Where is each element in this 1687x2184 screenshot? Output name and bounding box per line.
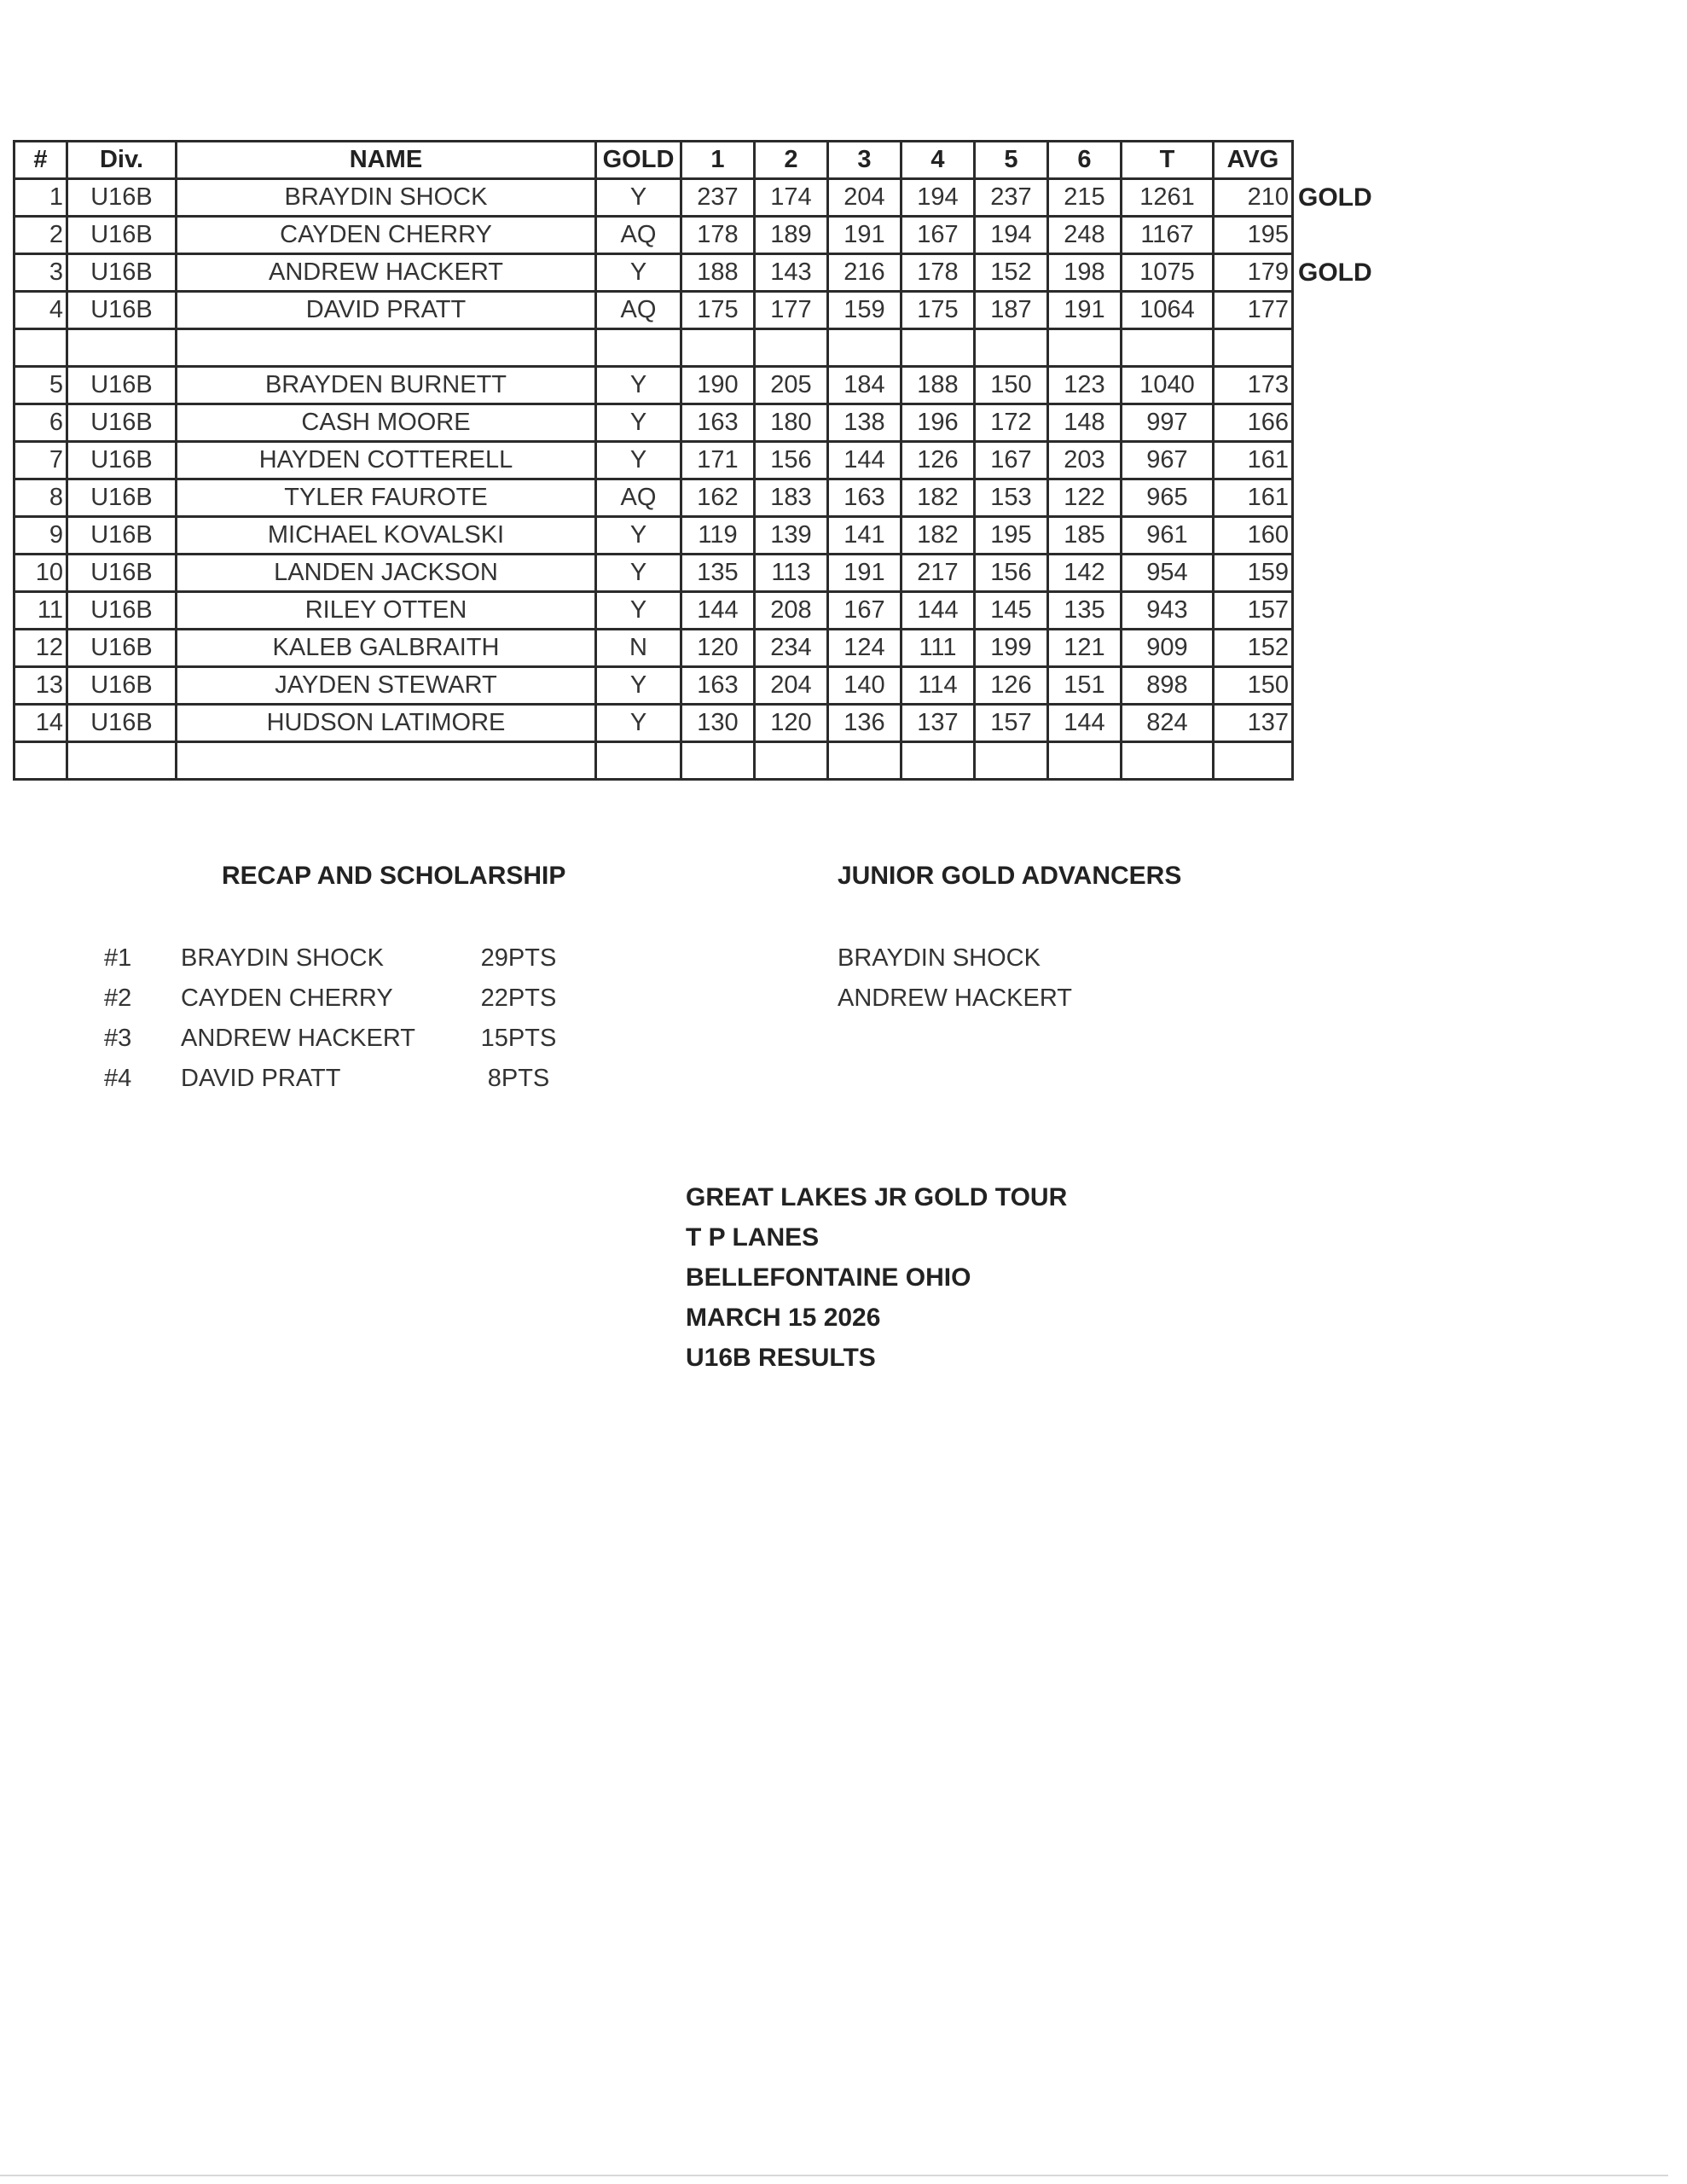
game-6-cell: 198 <box>1048 254 1122 292</box>
division-cell: U16B <box>67 667 177 705</box>
game-5-cell: 187 <box>975 292 1048 329</box>
rank-cell: 2 <box>14 217 67 254</box>
game-4-cell: 126 <box>901 442 975 479</box>
total-cell: 967 <box>1122 442 1214 479</box>
game-1-cell: 162 <box>681 479 755 517</box>
total-cell: 943 <box>1122 592 1214 630</box>
game-5-cell: 126 <box>975 667 1048 705</box>
game-6-cell: 123 <box>1048 367 1122 404</box>
table-row <box>14 442 1293 479</box>
rank-cell: 13 <box>14 667 67 705</box>
game-1-cell: 175 <box>681 292 755 329</box>
gold-status-cell: Y <box>596 517 681 555</box>
game-5-cell: 150 <box>975 367 1048 404</box>
total-cell: 961 <box>1122 517 1214 555</box>
game-5-cell: 145 <box>975 592 1048 630</box>
game-2-cell: 234 <box>755 630 828 667</box>
name-cell: LANDEN JACKSON <box>177 555 596 592</box>
avg-value: 159 <box>1247 559 1289 586</box>
empty-cell <box>975 329 1048 367</box>
game-4-cell: 114 <box>901 667 975 705</box>
event-date: MARCH 15 2026 <box>686 1304 881 1332</box>
advancers-title: JUNIOR GOLD ADVANCERS <box>838 862 1182 890</box>
name-cell: DAVID PRATT <box>177 292 596 329</box>
game-4-cell: 137 <box>901 705 975 742</box>
name-cell: CAYDEN CHERRY <box>177 217 596 254</box>
gold-status-cell: Y <box>596 705 681 742</box>
game-3-cell: 167 <box>828 592 901 630</box>
division-cell: U16B <box>67 292 177 329</box>
game-1-cell: 163 <box>681 404 755 442</box>
game-2-cell: 120 <box>755 705 828 742</box>
game-1-cell: 171 <box>681 442 755 479</box>
game-4-cell: 188 <box>901 367 975 404</box>
game-6-cell: 151 <box>1048 667 1122 705</box>
game-6-cell: 122 <box>1048 479 1122 517</box>
gold-status-cell: AQ <box>596 292 681 329</box>
empty-cell <box>901 329 975 367</box>
table-row <box>14 254 1293 292</box>
event-venue: T P LANES <box>686 1223 820 1252</box>
empty-cell <box>596 742 681 780</box>
total-cell: 898 <box>1122 667 1214 705</box>
empty-cell <box>681 329 755 367</box>
game-1-cell: 163 <box>681 667 755 705</box>
game-5-cell: 153 <box>975 479 1048 517</box>
total-cell: 965 <box>1122 479 1214 517</box>
avg-value: 137 <box>1247 709 1289 736</box>
blank-row <box>14 329 1293 367</box>
recap-rank: #4 <box>104 1065 132 1092</box>
recap-entry <box>104 1019 582 1059</box>
rank-cell: 10 <box>14 555 67 592</box>
gold-status-cell: Y <box>596 179 681 217</box>
gold-status-cell: Y <box>596 404 681 442</box>
game-2-cell: 139 <box>755 517 828 555</box>
gold-status-cell: AQ <box>596 217 681 254</box>
division-cell: U16B <box>67 517 177 555</box>
empty-cell <box>755 329 828 367</box>
table-row <box>14 367 1293 404</box>
empty-cell <box>828 329 901 367</box>
avg-cell <box>1214 705 1293 742</box>
avg-value: 179 <box>1247 258 1289 286</box>
empty-cell <box>1214 329 1293 367</box>
game-4-cell: 194 <box>901 179 975 217</box>
recap-rank: #3 <box>104 1025 132 1052</box>
event-division-results: U16B RESULTS <box>686 1344 876 1372</box>
recap-points: 8PTS <box>487 1065 550 1092</box>
table-row <box>14 404 1293 442</box>
game-1-cell: 135 <box>681 555 755 592</box>
game-6-cell: 121 <box>1048 630 1122 667</box>
name-cell: BRAYDIN SHOCK <box>177 179 596 217</box>
table-row <box>14 292 1293 329</box>
scan-edge-line <box>0 2175 1668 2176</box>
division-cell: U16B <box>67 555 177 592</box>
avg-cell <box>1214 479 1293 517</box>
game-6-cell: 135 <box>1048 592 1122 630</box>
name-cell: MICHAEL KOVALSKI <box>177 517 596 555</box>
avg-cell <box>1214 217 1293 254</box>
game-2-cell: 189 <box>755 217 828 254</box>
avg-value: 166 <box>1247 409 1289 436</box>
header-avg: AVG <box>1214 142 1293 179</box>
empty-cell <box>975 742 1048 780</box>
empty-cell <box>828 742 901 780</box>
game-3-cell: 184 <box>828 367 901 404</box>
rank-cell: 9 <box>14 517 67 555</box>
game-6-cell: 203 <box>1048 442 1122 479</box>
game-4-cell: 144 <box>901 592 975 630</box>
rank-cell: 7 <box>14 442 67 479</box>
total-cell: 909 <box>1122 630 1214 667</box>
recap-points: 29PTS <box>480 944 557 972</box>
header-div: Div. <box>67 142 177 179</box>
rank-cell: 6 <box>14 404 67 442</box>
game-4-cell: 111 <box>901 630 975 667</box>
gold-status-cell: Y <box>596 254 681 292</box>
rank-cell: 14 <box>14 705 67 742</box>
rank-cell: 5 <box>14 367 67 404</box>
game-3-cell: 141 <box>828 517 901 555</box>
avg-value: 210 <box>1247 183 1289 211</box>
table-row <box>14 630 1293 667</box>
total-cell: 954 <box>1122 555 1214 592</box>
gold-status-cell: Y <box>596 555 681 592</box>
total-cell: 1167 <box>1122 217 1214 254</box>
game-6-cell: 185 <box>1048 517 1122 555</box>
table-row <box>14 667 1293 705</box>
empty-cell <box>67 329 177 367</box>
game-1-cell: 120 <box>681 630 755 667</box>
empty-cell <box>1122 742 1214 780</box>
recap-name: BRAYDIN SHOCK <box>181 944 384 972</box>
name-cell: BRAYDEN BURNETT <box>177 367 596 404</box>
division-cell: U16B <box>67 217 177 254</box>
total-cell: 1261 <box>1122 179 1214 217</box>
game-4-cell: 182 <box>901 517 975 555</box>
name-cell: JAYDEN STEWART <box>177 667 596 705</box>
recap-rank: #2 <box>104 985 132 1012</box>
header-gold: GOLD <box>596 142 681 179</box>
avg-value: 161 <box>1247 484 1289 511</box>
event-location: BELLEFONTAINE OHIO <box>686 1263 971 1292</box>
rank-cell: 11 <box>14 592 67 630</box>
event-info <box>686 1177 1067 1378</box>
game-2-cell: 143 <box>755 254 828 292</box>
avg-cell <box>1214 254 1372 292</box>
game-4-cell: 182 <box>901 479 975 517</box>
division-cell: U16B <box>67 404 177 442</box>
gold-status-cell: Y <box>596 367 681 404</box>
game-2-cell: 205 <box>755 367 828 404</box>
division-cell: U16B <box>67 179 177 217</box>
game-5-cell: 237 <box>975 179 1048 217</box>
game-5-cell: 157 <box>975 705 1048 742</box>
game-2-cell: 180 <box>755 404 828 442</box>
empty-cell <box>1048 742 1122 780</box>
empty-cell <box>596 329 681 367</box>
game-1-cell: 119 <box>681 517 755 555</box>
gold-advancer-label: GOLD <box>1298 258 1372 287</box>
game-6-cell: 148 <box>1048 404 1122 442</box>
empty-cell <box>681 742 755 780</box>
game-2-cell: 177 <box>755 292 828 329</box>
division-cell: U16B <box>67 442 177 479</box>
total-cell: 824 <box>1122 705 1214 742</box>
recap-entry <box>104 979 582 1019</box>
avg-cell <box>1214 517 1293 555</box>
division-cell: U16B <box>67 254 177 292</box>
name-cell: HUDSON LATIMORE <box>177 705 596 742</box>
header-name: NAME <box>177 142 596 179</box>
game-6-cell: 248 <box>1048 217 1122 254</box>
division-cell: U16B <box>67 367 177 404</box>
table-row <box>14 179 1293 217</box>
gold-status-cell: Y <box>596 667 681 705</box>
game-3-cell: 191 <box>828 217 901 254</box>
game-3-cell: 204 <box>828 179 901 217</box>
avg-value: 150 <box>1247 671 1289 699</box>
gold-status-cell: Y <box>596 442 681 479</box>
game-1-cell: 190 <box>681 367 755 404</box>
game-3-cell: 159 <box>828 292 901 329</box>
total-cell: 997 <box>1122 404 1214 442</box>
rank-cell: 4 <box>14 292 67 329</box>
avg-value: 195 <box>1247 221 1289 248</box>
empty-cell <box>901 742 975 780</box>
game-5-cell: 152 <box>975 254 1048 292</box>
name-cell: RILEY OTTEN <box>177 592 596 630</box>
table-row <box>14 705 1293 742</box>
recap-name: CAYDEN CHERRY <box>181 985 393 1012</box>
game-4-cell: 167 <box>901 217 975 254</box>
header-rank: # <box>14 142 67 179</box>
empty-cell <box>67 742 177 780</box>
recap-name: ANDREW HACKERT <box>181 1025 415 1052</box>
name-cell: TYLER FAUROTE <box>177 479 596 517</box>
results-body <box>14 179 1372 780</box>
total-cell: 1040 <box>1122 367 1214 404</box>
game-2-cell: 156 <box>755 442 828 479</box>
game-1-cell: 144 <box>681 592 755 630</box>
avg-value: 161 <box>1247 446 1289 473</box>
avg-cell <box>1214 292 1293 329</box>
header-total: T <box>1122 142 1214 179</box>
division-cell: U16B <box>67 705 177 742</box>
empty-cell <box>1214 742 1293 780</box>
avg-cell <box>1214 404 1293 442</box>
avg-value: 152 <box>1247 634 1289 661</box>
game-1-cell: 130 <box>681 705 755 742</box>
gold-status-cell: Y <box>596 592 681 630</box>
empty-cell <box>1122 329 1214 367</box>
rank-cell: 1 <box>14 179 67 217</box>
game-4-cell: 175 <box>901 292 975 329</box>
gold-advancer-label: GOLD <box>1298 183 1372 212</box>
gold-status-cell: N <box>596 630 681 667</box>
game-3-cell: 136 <box>828 705 901 742</box>
table-row <box>14 555 1293 592</box>
rank-cell: 8 <box>14 479 67 517</box>
recap-entry <box>104 938 582 979</box>
game-5-cell: 167 <box>975 442 1048 479</box>
event-tour-name: GREAT LAKES JR GOLD TOUR <box>686 1183 1068 1211</box>
game-1-cell: 178 <box>681 217 755 254</box>
recap-title: RECAP AND SCHOLARSHIP <box>222 862 566 890</box>
game-6-cell: 142 <box>1048 555 1122 592</box>
game-4-cell: 178 <box>901 254 975 292</box>
advancers-list <box>838 938 1072 1019</box>
game-3-cell: 140 <box>828 667 901 705</box>
avg-cell <box>1214 179 1372 217</box>
game-1-cell: 237 <box>681 179 755 217</box>
empty-cell <box>177 742 596 780</box>
advancer-name: ANDREW HACKERT <box>838 985 1072 1012</box>
game-5-cell: 199 <box>975 630 1048 667</box>
table-row <box>14 217 1293 254</box>
total-cell: 1075 <box>1122 254 1214 292</box>
header-game-4: 4 <box>901 142 975 179</box>
division-cell: U16B <box>67 479 177 517</box>
game-2-cell: 113 <box>755 555 828 592</box>
name-cell: ANDREW HACKERT <box>177 254 596 292</box>
avg-cell <box>1214 592 1293 630</box>
avg-cell <box>1214 630 1293 667</box>
advancer-name: BRAYDIN SHOCK <box>838 944 1041 972</box>
table-row <box>14 479 1293 517</box>
game-3-cell: 163 <box>828 479 901 517</box>
blank-row <box>14 742 1293 780</box>
empty-cell <box>177 329 596 367</box>
name-cell: KALEB GALBRAITH <box>177 630 596 667</box>
game-3-cell: 191 <box>828 555 901 592</box>
total-cell: 1064 <box>1122 292 1214 329</box>
game-5-cell: 194 <box>975 217 1048 254</box>
table-row <box>14 592 1293 630</box>
game-1-cell: 188 <box>681 254 755 292</box>
division-cell: U16B <box>67 592 177 630</box>
empty-cell <box>755 742 828 780</box>
avg-value: 157 <box>1247 596 1289 624</box>
game-4-cell: 217 <box>901 555 975 592</box>
game-5-cell: 156 <box>975 555 1048 592</box>
game-6-cell: 215 <box>1048 179 1122 217</box>
avg-cell <box>1214 367 1293 404</box>
game-5-cell: 172 <box>975 404 1048 442</box>
game-2-cell: 183 <box>755 479 828 517</box>
empty-cell <box>14 742 67 780</box>
rank-cell: 3 <box>14 254 67 292</box>
recap-points: 22PTS <box>480 985 557 1012</box>
avg-cell <box>1214 442 1293 479</box>
recap-entry <box>104 1059 582 1099</box>
game-6-cell: 144 <box>1048 705 1122 742</box>
division-cell: U16B <box>67 630 177 667</box>
gold-status-cell: AQ <box>596 479 681 517</box>
rank-cell: 12 <box>14 630 67 667</box>
header-game-3: 3 <box>828 142 901 179</box>
recap-name: DAVID PRATT <box>181 1065 341 1092</box>
game-3-cell: 216 <box>828 254 901 292</box>
header-game-6: 6 <box>1048 142 1122 179</box>
table-header-row <box>14 142 1293 179</box>
header-game-5: 5 <box>975 142 1048 179</box>
avg-cell <box>1214 555 1293 592</box>
name-cell: HAYDEN COTTERELL <box>177 442 596 479</box>
game-2-cell: 208 <box>755 592 828 630</box>
game-5-cell: 195 <box>975 517 1048 555</box>
empty-cell <box>1048 329 1122 367</box>
results-table <box>13 140 1372 781</box>
header-game-2: 2 <box>755 142 828 179</box>
avg-value: 173 <box>1247 371 1289 398</box>
game-2-cell: 174 <box>755 179 828 217</box>
game-3-cell: 124 <box>828 630 901 667</box>
header-game-1: 1 <box>681 142 755 179</box>
avg-value: 177 <box>1247 296 1289 323</box>
empty-cell <box>14 329 67 367</box>
game-6-cell: 191 <box>1048 292 1122 329</box>
game-3-cell: 144 <box>828 442 901 479</box>
game-3-cell: 138 <box>828 404 901 442</box>
avg-value: 160 <box>1247 521 1289 549</box>
recap-points: 15PTS <box>480 1025 557 1052</box>
recap-list <box>104 938 582 1099</box>
avg-cell <box>1214 667 1293 705</box>
recap-rank: #1 <box>104 944 132 972</box>
name-cell: CASH MOORE <box>177 404 596 442</box>
game-4-cell: 196 <box>901 404 975 442</box>
table-row <box>14 517 1293 555</box>
game-2-cell: 204 <box>755 667 828 705</box>
